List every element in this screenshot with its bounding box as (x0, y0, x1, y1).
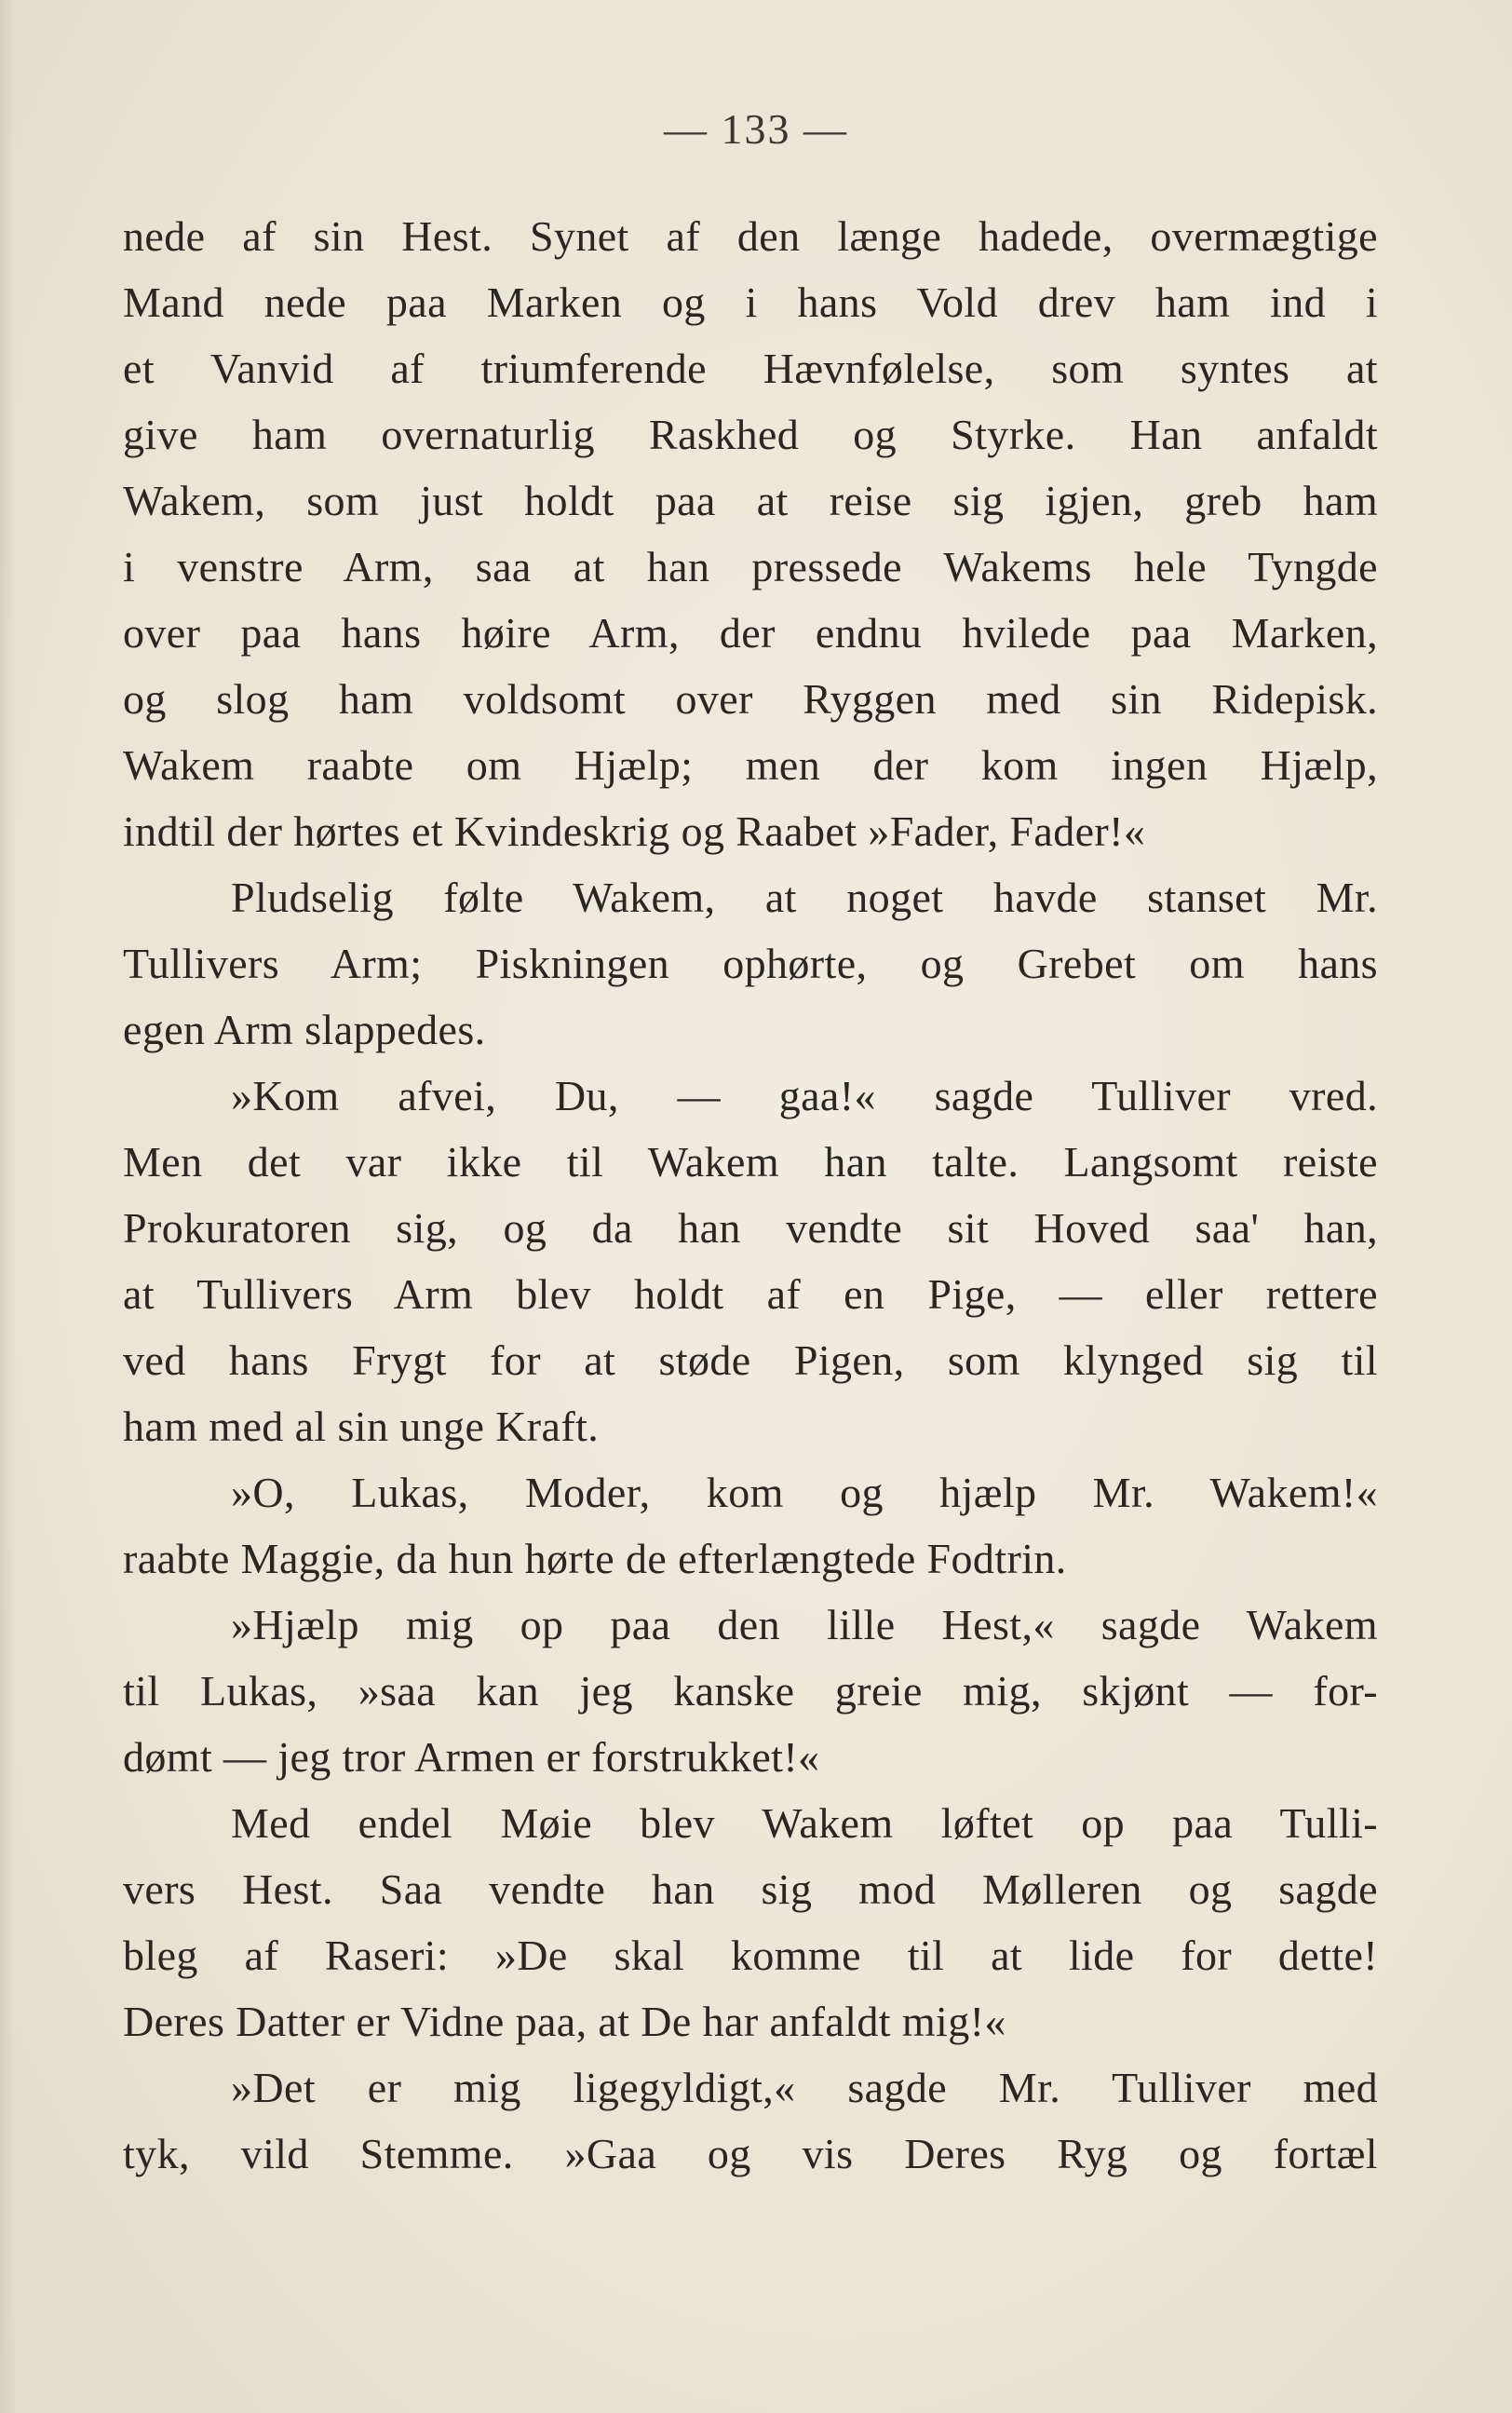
text-line: Deres Datter er Vidne paa, at De har anfaldt mig!« (123, 1998, 1006, 2045)
text-line: »Hjælp mig op paa den lille Hest,« sagde Wakem (231, 1601, 1378, 1648)
text-line: give ham overnaturlig Raskhed og Styrke. Han anfaldt (123, 411, 1378, 458)
text-line: i venstre Arm, saa at han pressede Wakems hele Tyngde (123, 543, 1378, 590)
text-line: til Lukas, »saa kan jeg kanske greie mig, skjønt — for- (123, 1667, 1378, 1715)
text-line: nede af sin Hest. Synet af den længe hadede, overmægtige (123, 212, 1378, 260)
text-line: »Det er mig ligegyldigt,« sagde Mr. Tulliver med (231, 2064, 1378, 2111)
text-line: Men det var ikke til Wakem han talte. Langsomt reiste (123, 1138, 1378, 1186)
text-line: Wakem raabte om Hjælp; men der kom ingen Hjælp, (123, 741, 1378, 789)
text-line: »Kom afvei, Du, — gaa!« sagde Tulliver vred. (231, 1072, 1378, 1119)
page-number: — 133 — (664, 105, 848, 153)
text-line: Tullivers Arm; Piskningen ophørte, og Grebet om hans (123, 940, 1378, 987)
text-line: dømt — jeg tror Armen er forstrukket!« (123, 1733, 820, 1781)
text-line: ham med al sin unge Kraft. (123, 1403, 600, 1450)
text-line: at Tullivers Arm blev holdt af en Pige, — eller rettere (123, 1270, 1378, 1318)
body-text (123, 203, 1378, 2187)
text-line: og slog ham voldsomt over Ryggen med sin Ridepisk. (123, 675, 1378, 723)
text-line: bleg af Raseri: »De skal komme til at lide for dette! (123, 1932, 1378, 1979)
text-line: Wakem, som just holdt paa at reise sig igjen, greb ham (123, 477, 1378, 524)
text-line: indtil der hørtes et Kvindeskrig og Raabet »Fader, Fader!« (123, 807, 1146, 855)
text-line: over paa hans høire Arm, der endnu hvilede paa Marken, (123, 609, 1378, 657)
text-line: Med endel Møie blev Wakem løftet op paa Tulli- (231, 1799, 1378, 1847)
text-line: tyk, vild Stemme. »Gaa og vis Deres Ryg og fortæl (123, 2130, 1378, 2177)
text-line: et Vanvid af triumferende Hævnfølelse, som syntes at (123, 345, 1378, 392)
text-line: vers Hest. Saa vendte han sig mod Mølleren og sagde (123, 1865, 1378, 1913)
text-line: Pludselig følte Wakem, at noget havde stanset Mr. (231, 874, 1378, 921)
text-line: ved hans Frygt for at støde Pigen, som klynged sig til (123, 1336, 1378, 1384)
text-line: Mand nede paa Marken og i hans Vold drev ham ind i (123, 278, 1378, 326)
text-line: »O, Lukas, Moder, kom og hjælp Mr. Wakem!« (231, 1469, 1378, 1516)
text-line: egen Arm slappedes. (123, 1006, 486, 1053)
text-line: raabte Maggie, da hun hørte de efterlængtede Fodtrin. (123, 1535, 1067, 1582)
page-edge-shadow (0, 0, 17, 2413)
text-line: Prokuratoren sig, og da han vendte sit Hoved saa' han, (123, 1204, 1378, 1252)
